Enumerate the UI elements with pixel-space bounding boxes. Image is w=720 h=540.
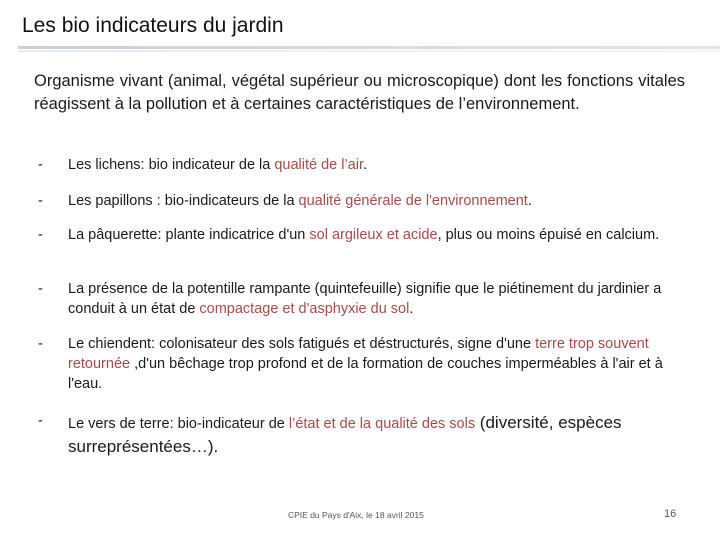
highlight-term: terre trop souvent retournée bbox=[68, 336, 649, 372]
subject-term: Le chiendent bbox=[68, 336, 152, 352]
text-segment: ) signifie que le piétinement du jardinier a conduit à un état de bbox=[68, 281, 662, 317]
bullet-dash: - bbox=[38, 193, 43, 209]
list-item-text bbox=[68, 225, 690, 245]
text-segment: : bio indicateur de la bbox=[140, 157, 275, 173]
highlight-term: compactage et d'asphyxie du sol bbox=[199, 301, 410, 317]
subject-term: Les papillons bbox=[68, 193, 153, 209]
text-segment: ,d'un bêchage trop profond et de la formation de couches imperméables à l'air et à l'eau. bbox=[68, 356, 663, 392]
subject-term: vers de terre bbox=[88, 416, 170, 432]
list-item-papillons bbox=[38, 191, 690, 211]
text-segment: . bbox=[409, 301, 414, 317]
text-segment: . bbox=[363, 157, 368, 173]
highlight-term: qualité générale de l'environnement bbox=[298, 193, 528, 209]
slide-title: Les bio indicateurs du jardin bbox=[22, 14, 284, 37]
text-segment: : bio-indicateur de bbox=[169, 416, 289, 432]
list-item-vers-de-terre bbox=[38, 411, 690, 459]
title-divider-shadow bbox=[18, 50, 720, 52]
title-bar bbox=[0, 0, 720, 50]
title-divider bbox=[18, 46, 720, 49]
text-segment: La présence de la potentille rampante ( bbox=[68, 281, 320, 297]
list-item-lichens bbox=[38, 155, 690, 175]
subject-term: La pâquerette bbox=[68, 227, 158, 243]
list-item-paquerette bbox=[38, 225, 690, 245]
list-item-text bbox=[68, 334, 690, 394]
text-segment: , plus ou moins épuisé en calcium. bbox=[437, 227, 660, 243]
bullet-dash: - bbox=[38, 157, 43, 173]
text-segment: Le bbox=[68, 416, 89, 432]
bullet-dash: - bbox=[38, 336, 43, 352]
bullet-dash: - bbox=[38, 281, 43, 297]
page-number: 16 bbox=[664, 508, 677, 520]
text-segment: : plante indicatrice d'un bbox=[157, 227, 310, 243]
highlight-term: sol argileux et acide bbox=[309, 227, 438, 243]
list-item-text bbox=[68, 155, 690, 175]
intro-paragraph: Organisme vivant (animal, végétal supérieur ou microscopique) dont les fonctions vitales réagissent à la pollution et à certaines caractéristiques de l’environnement. bbox=[34, 72, 685, 113]
text-segment: . bbox=[527, 193, 532, 209]
list-item-text bbox=[68, 411, 690, 459]
bullet-dash: - bbox=[38, 413, 43, 429]
text-segment: : bio-indicateurs de la bbox=[152, 193, 299, 209]
list-item-text bbox=[68, 191, 690, 211]
text-segment: : colonisateur des sols fatigués et déstructurés, signe d'une bbox=[151, 336, 536, 352]
subject-term: quintefeuille bbox=[319, 281, 397, 297]
list-item-chiendent bbox=[38, 334, 690, 394]
footer-credit: CPIE du Pays d'Aix, le 18 avril 2015 bbox=[288, 510, 424, 520]
list-item-text bbox=[68, 279, 690, 319]
subject-term: Les lichens bbox=[68, 157, 141, 173]
list-item-potentille bbox=[38, 279, 690, 319]
text-segment: (diversité, espèces surreprésentées…). bbox=[68, 413, 622, 456]
highlight-term: l’état et de la qualité des sols bbox=[288, 416, 476, 432]
bullet-dash: - bbox=[38, 227, 43, 243]
highlight-term: qualité de l’air bbox=[274, 157, 364, 173]
